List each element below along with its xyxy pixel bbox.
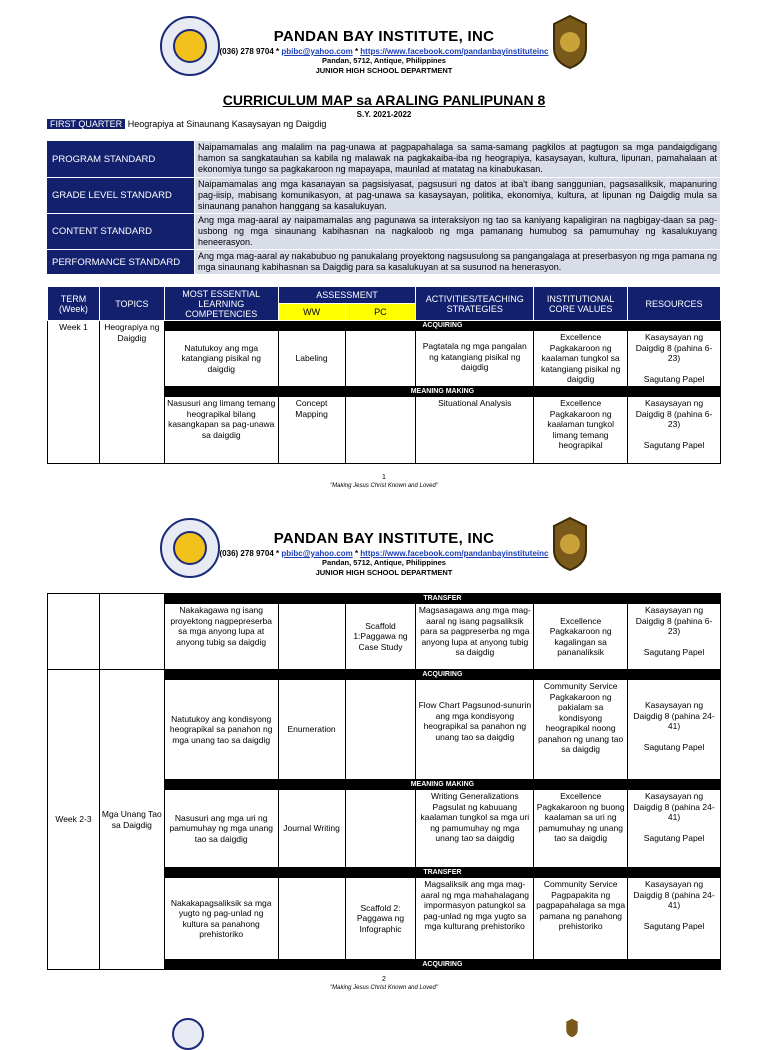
- phase-transfer: TRANSFER: [164, 868, 720, 878]
- activity-cell: Magsaliksik ang mga mag-aaral ng mga mahahalagang impormasyon patungkol sa pag-unlad ng mga yugto sa mga kulturang prehistoriko: [416, 878, 534, 960]
- phase-acquiring: ACQUIRING: [164, 960, 720, 970]
- curriculum-table-page1: [47, 286, 721, 464]
- pc-cell: [345, 680, 416, 780]
- melc-cell: Natutukoy ang kondisyong heograpikal sa panahon ng mga unang tao sa daigdig: [164, 680, 278, 780]
- week-cell: Week 1: [48, 321, 100, 464]
- motto-2: "Making Jesus Christ Known and Loved": [330, 985, 438, 991]
- topic-cell: Heograpiya ng Daigdig: [99, 321, 164, 464]
- motto-1: "Making Jesus Christ Known and Loved": [330, 483, 438, 489]
- phase-meaning-making: MEANING MAKING: [164, 387, 720, 397]
- activity-cell: Flow Chart Pagsunod-sunurin ang mga kondisyong heograpikal sa panahon ng unang tao sa daigdig: [416, 680, 534, 780]
- standard-text: Ang mga mag-aaral ay naipamamalas ang pagunawa sa interaksiyon ng tao sa kaniyang kapaligiran na nagbigay-daan sa pag- usbong ng mga sinaunang kabihasnan na nagkaloob ng mga pamanang humubog sa pamumuhay ng kasalukuyang heneerasyon.: [195, 214, 721, 250]
- crest-logo: [562, 1018, 582, 1038]
- standard-text: Ang mga mag-aaral ay nakabubuo ng panukalang proyektong nagsusulong sa pangangalaga at preserbasyon ng mga pamana ng mga sinaunang kabihasnan sa Daigdig para sa kasalukuyan at sa susunod na henerasyon.: [195, 250, 721, 275]
- pc-cell: [345, 397, 416, 464]
- department: JUNIOR HIGH SCHOOL DEPARTMENT: [315, 66, 453, 75]
- ww-cell: Enumeration: [278, 680, 345, 780]
- standard-row: [47, 214, 721, 250]
- melc-cell: Nasusuri ang mga uri ng pamumuhay ng mga unang tao sa daigdig: [164, 790, 278, 868]
- activity-cell: Pagtatala ng mga pangalan ng katangiang pisikal ng daigdig: [416, 331, 534, 387]
- resources-cell: Kasaysayan ng Daigdig 8 (pahina 24-41) Sagutang Papel: [628, 680, 721, 780]
- melc-cell: Nasusuri ang limang temang heograpikal bilang kasangkapan sa pag-unawa sa daigdig: [164, 397, 278, 464]
- activity-cell: Situational Analysis: [416, 397, 534, 464]
- standard-row: [47, 178, 721, 214]
- melc-cell: Natutukoy ang mga katangiang pisikal ng daigdig: [164, 331, 278, 387]
- week-cell: Week 2-3: [48, 670, 100, 970]
- ww-cell: [278, 878, 345, 960]
- values-cell: Excellence Pagkakaroon ng kaalaman tungkol limang temang heograpikal: [534, 397, 628, 464]
- resources-cell: Kasaysayan ng Daigdig 8 (pahina 24-41) Sagutang Papel: [628, 878, 721, 960]
- phase-meaning-making: MEANING MAKING: [164, 780, 720, 790]
- header-pc: PC: [345, 304, 416, 321]
- ww-cell: Labeling: [278, 331, 345, 387]
- standard-text: Naipamamalas ang mga kasanayan sa pagsisiyasat, pagsusuri ng datos at iba't ibang sanggunian, pagsasaliksik, mapanuring pag-iisip, mabisang komunikasyon, at pag-unawa sa kasaysayan, politika, ekonomiya, kultura, at lipunan ng Daigdig mula sa sinaunang panahon hanggang sa kasalukuyan.: [195, 178, 721, 214]
- school-seal-logo: [172, 1018, 204, 1050]
- quarter-line: [47, 119, 326, 129]
- standard-row: [47, 141, 721, 178]
- standard-label: PROGRAM STANDARD: [47, 141, 195, 178]
- header-values: INSTITUTIONAL CORE VALUES: [534, 287, 628, 321]
- contact-line: (036) 278 9704 * pbibc@yahoo.com * https://www.facebook.com/pandanbayinstituteinc: [219, 47, 549, 56]
- header-topics: TOPICS: [99, 287, 164, 321]
- resources-cell: Kasaysayan ng Daigdig 8 (pahina 6-23) Sagutang Papel: [628, 331, 721, 387]
- values-cell: Community Service Pagpapakita ng pagpapahalaga sa mga pamana ng panahong prehistoriko: [534, 878, 628, 960]
- values-cell: Excellence Pagkakaroon ng kagalingan sa pananaliksik: [534, 604, 628, 670]
- values-cell: Community Service Pagkakaroon ng pakialam sa kondisyong heograpikal noong panahon ng unang tao sa daigdig: [534, 680, 628, 780]
- header-ww: WW: [278, 304, 345, 321]
- facebook-link[interactable]: https://www.facebook.com/pandanbayinstituteinc: [360, 549, 549, 558]
- school-name: PANDAN BAY INSTITUTE, INC: [273, 28, 495, 45]
- school-header: [0, 530, 768, 578]
- quarter-topic: Heograpiya at Sinaunang Kasaysayan ng Daigdig: [125, 119, 327, 129]
- page-number-2: 2: [382, 976, 386, 983]
- melc-cell: Nakakapagsaliksik sa mga yugto ng pag-unlad ng kultura sa panahong prehistoriko: [164, 878, 278, 960]
- values-cell: Excellence Pagkakaroon ng kaalaman tungkol sa katangiang pisikal ng daigdig: [534, 331, 628, 387]
- topic-cell: Mga Unang Tao sa Daigdig: [99, 670, 164, 970]
- school-header: [0, 28, 768, 76]
- resources-cell: Kasaysayan ng Daigdig 8 (pahina 6-23) Sagutang Papel: [628, 604, 721, 670]
- ww-cell: Journal Writing: [278, 790, 345, 868]
- document-title: CURRICULUM MAP sa ARALING PANLIPUNAN 8: [222, 92, 546, 108]
- standard-label: PERFORMANCE STANDARD: [47, 250, 195, 275]
- email-link[interactable]: pbibc@yahoo.com: [281, 549, 353, 558]
- resources-cell: Kasaysayan ng Daigdig 8 (pahina 24-41) Sagutang Papel: [628, 790, 721, 868]
- header-activities: ACTIVITIES/TEACHING STRATEGIES: [416, 287, 534, 321]
- values-cell: Excellence Pagkakaroon ng buong kaalaman sa uri ng pamumuhay ng unang tao sa daigdig: [534, 790, 628, 868]
- standard-text: Naipamamalas ang malalim na pag-unawa at pagpapahalaga sa sama-samang pagkilos at pagtugon sa mga pandaigdigang hamon sa sangkatauhan sa kabila ng malawak na pagkakaiba-iba ng heograpiya, kasaysayan, kultura, lipunan, pamahalaan at ekonomiya tungo sa pagkakaroon ng mapayapa, maunlad at matatag na kinabukasan.: [195, 141, 721, 178]
- page-number-1: 1: [382, 474, 386, 481]
- pc-cell: Scaffold 1:Paggawa ng Case Study: [345, 604, 416, 670]
- header-melc: MOST ESSENTIAL LEARNING COMPETENCIES: [164, 287, 278, 321]
- standard-row: [47, 250, 721, 275]
- ww-cell: Concept Mapping: [278, 397, 345, 464]
- school-year: S.Y. 2021-2022: [356, 110, 412, 119]
- header-term: TERM (Week): [48, 287, 100, 321]
- phase-acquiring: ACQUIRING: [164, 321, 720, 331]
- melc-cell: Nakakagawa ng isang proyektong nagpepreserba sa mga anyong lupa at anyong tubig sa daigdig: [164, 604, 278, 670]
- curriculum-table-page2: [47, 593, 721, 970]
- department: JUNIOR HIGH SCHOOL DEPARTMENT: [315, 568, 453, 577]
- email-link[interactable]: pbibc@yahoo.com: [281, 47, 353, 56]
- pc-cell: Scaffold 2: Paggawa ng Infographic: [345, 878, 416, 960]
- quarter-label: FIRST QUARTER: [47, 119, 125, 129]
- standard-label: GRADE LEVEL STANDARD: [47, 178, 195, 214]
- pc-cell: [345, 790, 416, 868]
- address: Pandan, 5712, Antique, Philippines: [322, 56, 446, 65]
- standard-label: CONTENT STANDARD: [47, 214, 195, 250]
- resources-cell: Kasaysayan ng Daigdig 8 (pahina 6-23) Sagutang Papel: [628, 397, 721, 464]
- standards-table: [46, 140, 721, 275]
- facebook-link[interactable]: https://www.facebook.com/pandanbayinstituteinc: [360, 47, 549, 56]
- activity-cell: Magsasagawa ang mga mag-aaral ng isang pagsaliksik para sa pagpreserba ng mga anyong lupa at anyong tubig sa daigdig: [416, 604, 534, 670]
- header-resources: RESOURCES: [628, 287, 721, 321]
- address: Pandan, 5712, Antique, Philippines: [322, 558, 446, 567]
- contact-line: (036) 278 9704 * pbibc@yahoo.com * https://www.facebook.com/pandanbayinstituteinc: [219, 549, 549, 558]
- activity-cell: Writing Generalizations Pagsulat ng kabuuang kaalaman tungkol sa mga uri ng pamumuhay ng mga unang tao sa daigdig: [416, 790, 534, 868]
- pc-cell: [345, 331, 416, 387]
- header-assessment: ASSESSMENT: [278, 287, 416, 304]
- school-name: PANDAN BAY INSTITUTE, INC: [273, 530, 495, 547]
- ww-cell: [278, 604, 345, 670]
- phase-transfer: TRANSFER: [164, 594, 720, 604]
- phase-acquiring: ACQUIRING: [164, 670, 720, 680]
